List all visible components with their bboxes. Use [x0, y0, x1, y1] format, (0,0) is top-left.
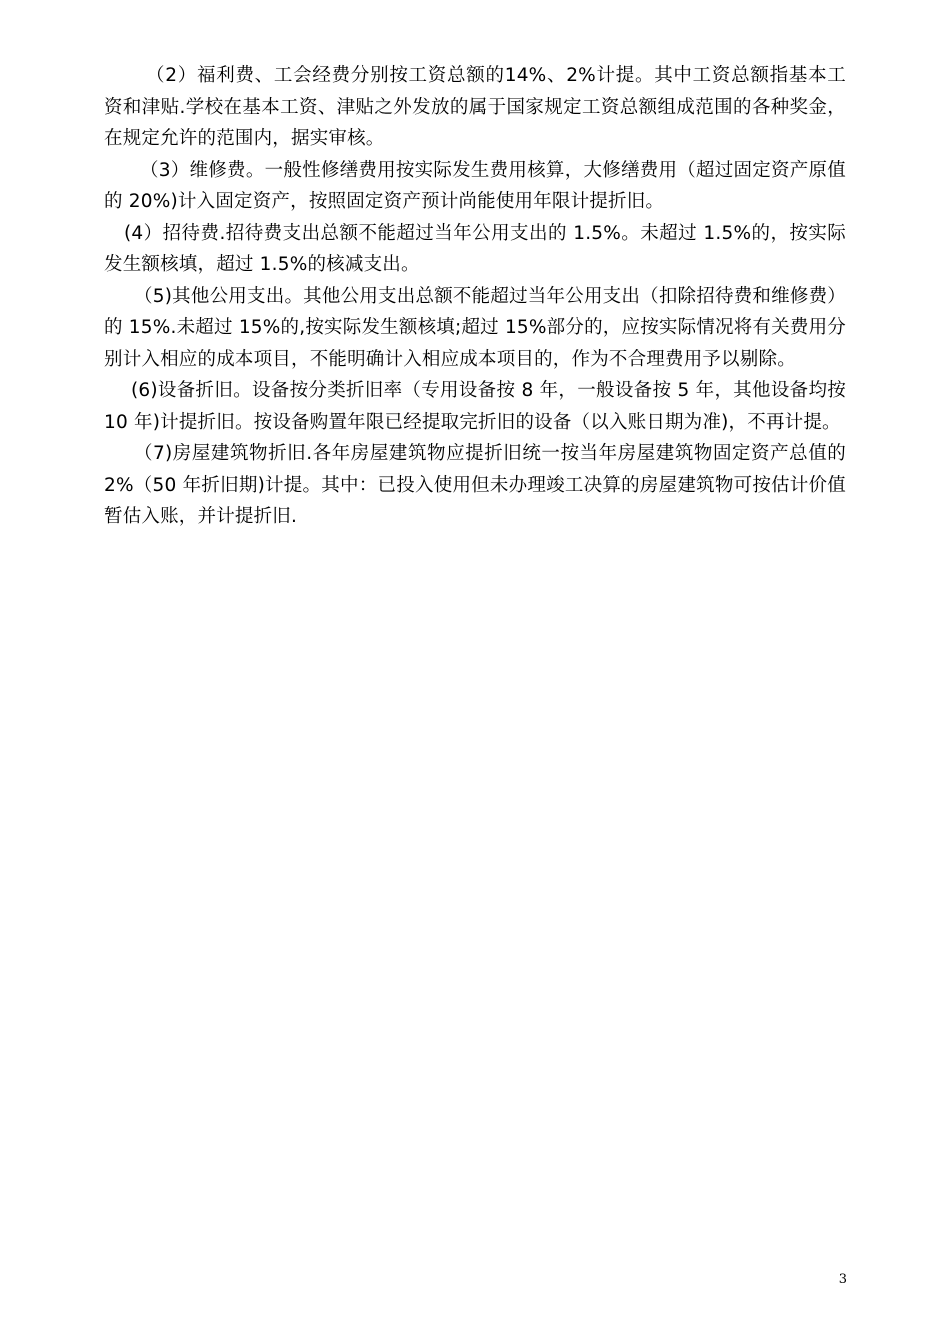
paragraph-maintenance-fees: （3）维修费。一般性修缮费用按实际发生费用核算，大修缮费用（超过固定资产原值的 20%)计入固定资产，按照固定资产预计尚能使用年限计提折旧。: [104, 159, 846, 212]
paragraph-other-public-expenditure: （5)其他公用支出。其他公用支出总额不能超过当年公用支出（扣除招待费和维修费）的 15%.未超过 15%的,按实际发生额核填;超过 15%部分的，应按实际情况将有关费用分别计入相应的成本项目，不能明确计入相应成本项目的，作为不合理费用予以剔除。: [104, 285, 846, 370]
document-body: [104, 60, 846, 533]
paragraph-hospitality-fees: (4）招待费.招待费支出总额不能超过当年公用支出的 1.5%。未超过 1.5%的，按实际发生额核填，超过 1.5%的核减支出。: [104, 222, 846, 275]
paragraph-welfare-union-fees: （2）福利费、工会经费分别按工资总额的14%、2%计提。其中工资总额指基本工资和津贴.学校在基本工资、津贴之外发放的属于国家规定工资总额组成范围的各种奖金，在规定允许的范围内，据实审核。: [104, 65, 846, 149]
page-number: 3: [838, 1272, 847, 1287]
paragraph-building-depreciation: （7)房屋建筑物折旧.各年房屋建筑物应提折旧统一按当年房屋建筑物固定资产总值的 2%（50 年折旧期)计提。其中：已投入使用但未办理竣工决算的房屋建筑物可按估计价值暂估入账，并计提折旧.: [104, 443, 846, 527]
paragraph-equipment-depreciation: (6)设备折旧。设备按分类折旧率（专用设备按 8 年，一般设备按 5 年，其他设备均按 10 年)计提折旧。按设备购置年限已经提取完折旧的设备（以入账日期为准)，不再计提。: [104, 380, 846, 433]
